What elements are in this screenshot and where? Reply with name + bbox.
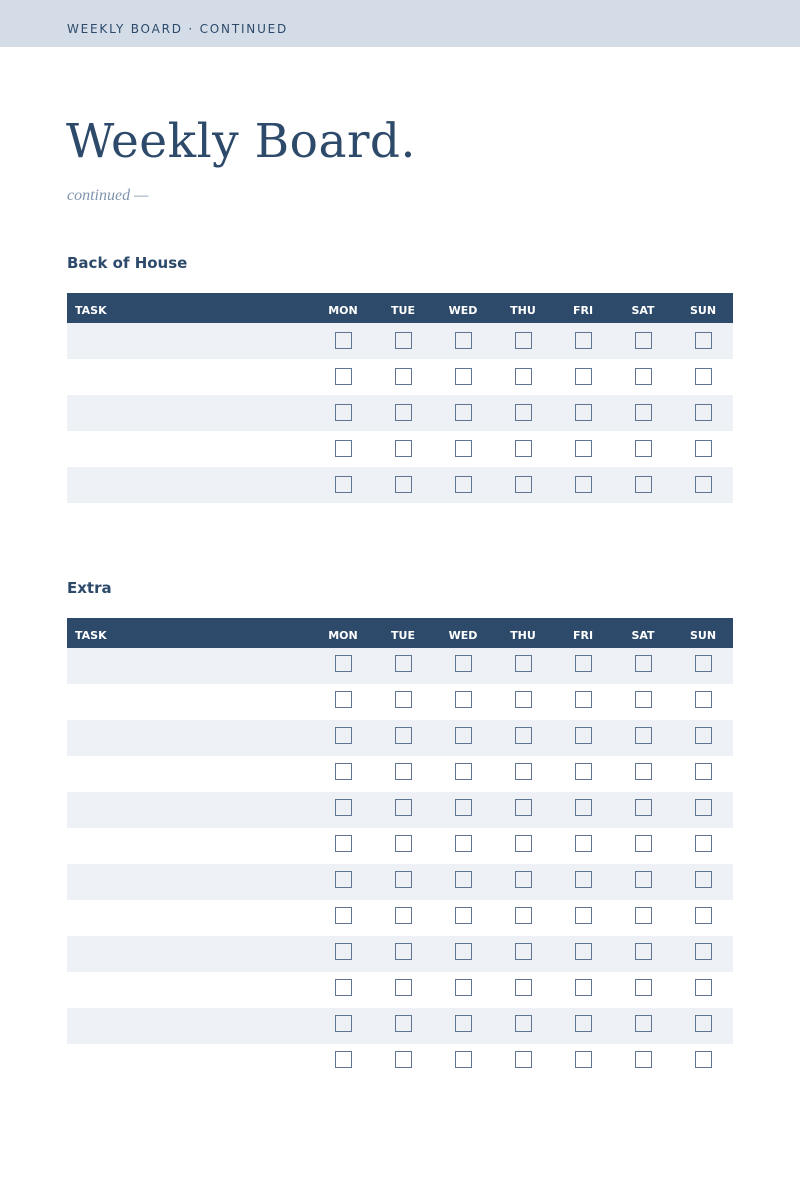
column-header-wed: WED [448, 629, 478, 642]
checkbox-mon[interactable] [335, 871, 352, 888]
table-row [67, 828, 733, 864]
checkbox-mon[interactable] [335, 799, 352, 816]
checkbox-tue[interactable] [395, 943, 412, 960]
task-cell[interactable] [67, 359, 317, 395]
checkbox-fri[interactable] [575, 440, 592, 457]
checkbox-mon[interactable] [335, 332, 352, 349]
checkbox-sat[interactable] [635, 476, 652, 493]
table-row [67, 1044, 733, 1080]
checkbox-sun[interactable] [695, 979, 712, 996]
checkbox-wed[interactable] [455, 943, 472, 960]
column-header-sun: SUN [689, 304, 717, 317]
checkbox-sat[interactable] [635, 871, 652, 888]
checkbox-tue[interactable] [395, 799, 412, 816]
checkbox-sat[interactable] [635, 943, 652, 960]
checkbox-sun[interactable] [695, 943, 712, 960]
checkbox-wed[interactable] [455, 799, 472, 816]
checkbox-thu[interactable] [515, 1051, 532, 1068]
task-cell[interactable] [67, 431, 317, 467]
checkbox-fri[interactable] [575, 1015, 592, 1032]
column-header-thu: THU [510, 304, 536, 317]
checkbox-tue[interactable] [395, 835, 412, 852]
checkbox-sat[interactable] [635, 1015, 652, 1032]
checkbox-fri[interactable] [575, 476, 592, 493]
task-cell[interactable] [67, 1044, 317, 1080]
table-row [67, 756, 733, 792]
checkbox-fri[interactable] [575, 1051, 592, 1068]
column-header-mon: MON [328, 304, 358, 317]
table-row [67, 359, 733, 395]
checkbox-fri[interactable] [575, 368, 592, 385]
checkbox-wed[interactable] [455, 332, 472, 349]
checkbox-fri[interactable] [575, 332, 592, 349]
checkbox-sat[interactable] [635, 440, 652, 457]
checkbox-sun[interactable] [695, 835, 712, 852]
column-header-sat: SAT [631, 304, 655, 317]
table-row [67, 900, 733, 936]
checkbox-tue[interactable] [395, 763, 412, 780]
task-cell[interactable] [67, 648, 317, 684]
column-header-sat: SAT [631, 629, 655, 642]
checkbox-sun[interactable] [695, 727, 712, 744]
checkbox-tue[interactable] [395, 404, 412, 421]
checkbox-sun[interactable] [695, 1015, 712, 1032]
checkbox-sun[interactable] [695, 404, 712, 421]
checkbox-tue[interactable] [395, 1015, 412, 1032]
checkbox-sun[interactable] [695, 799, 712, 816]
checkbox-thu[interactable] [515, 440, 532, 457]
checkbox-mon[interactable] [335, 440, 352, 457]
top-banner [0, 0, 800, 47]
page-subtitle: continued — [67, 187, 149, 204]
checkbox-tue[interactable] [395, 368, 412, 385]
checkbox-wed[interactable] [455, 871, 472, 888]
checkbox-sun[interactable] [695, 1051, 712, 1068]
checkbox-tue[interactable] [395, 476, 412, 493]
banner-label: WEEKLY BOARD · CONTINUED [67, 22, 289, 36]
table-header [67, 618, 733, 648]
checkbox-sun[interactable] [695, 907, 712, 924]
checkbox-tue[interactable] [395, 871, 412, 888]
checkbox-wed[interactable] [455, 476, 472, 493]
checkbox-fri[interactable] [575, 835, 592, 852]
checkbox-fri[interactable] [575, 907, 592, 924]
checkbox-mon[interactable] [335, 979, 352, 996]
checkbox-wed[interactable] [455, 691, 472, 708]
page-title: Weekly Board. [66, 114, 416, 169]
checkbox-tue[interactable] [395, 979, 412, 996]
task-cell[interactable] [67, 467, 317, 503]
column-header-tue: TUE [391, 629, 415, 642]
checkbox-wed[interactable] [455, 1015, 472, 1032]
checkbox-fri[interactable] [575, 943, 592, 960]
checkbox-tue[interactable] [395, 727, 412, 744]
checkbox-sun[interactable] [695, 871, 712, 888]
checkbox-sat[interactable] [635, 979, 652, 996]
task-table-back-of-house [67, 293, 733, 503]
task-cell[interactable] [67, 828, 317, 864]
checkbox-tue[interactable] [395, 691, 412, 708]
checkbox-fri[interactable] [575, 979, 592, 996]
table-row [67, 792, 733, 828]
checkbox-sat[interactable] [635, 835, 652, 852]
checkbox-sun[interactable] [695, 332, 712, 349]
section-heading-extra: Extra [67, 579, 112, 597]
table-row [67, 864, 733, 900]
checkbox-thu[interactable] [515, 979, 532, 996]
table-row [67, 684, 733, 720]
task-cell[interactable] [67, 864, 317, 900]
checkbox-fri[interactable] [575, 763, 592, 780]
checkbox-sat[interactable] [635, 907, 652, 924]
column-header-task: TASK [75, 304, 107, 317]
checkbox-thu[interactable] [515, 1015, 532, 1032]
checkbox-thu[interactable] [515, 943, 532, 960]
checkbox-sat[interactable] [635, 332, 652, 349]
checkbox-mon[interactable] [335, 1015, 352, 1032]
checkbox-mon[interactable] [335, 655, 352, 672]
task-table-extra [67, 618, 733, 1080]
checkbox-fri[interactable] [575, 799, 592, 816]
column-header-task: TASK [75, 629, 107, 642]
checkbox-mon[interactable] [335, 727, 352, 744]
task-cell[interactable] [67, 756, 317, 792]
checkbox-fri[interactable] [575, 691, 592, 708]
table-row [67, 720, 733, 756]
checkbox-sun[interactable] [695, 440, 712, 457]
checkbox-tue[interactable] [395, 907, 412, 924]
table-row [67, 972, 733, 1008]
checkbox-thu[interactable] [515, 835, 532, 852]
checkbox-wed[interactable] [455, 979, 472, 996]
column-header-sun: SUN [689, 629, 717, 642]
checkbox-wed[interactable] [455, 368, 472, 385]
column-header-mon: MON [328, 629, 358, 642]
checkbox-fri[interactable] [575, 655, 592, 672]
checkbox-tue[interactable] [395, 440, 412, 457]
table-row [67, 323, 733, 359]
task-cell[interactable] [67, 720, 317, 756]
task-cell[interactable] [67, 792, 317, 828]
task-cell[interactable] [67, 936, 317, 972]
checkbox-wed[interactable] [455, 440, 472, 457]
checkbox-sat[interactable] [635, 404, 652, 421]
checkbox-sat[interactable] [635, 655, 652, 672]
column-header-tue: TUE [391, 304, 415, 317]
checkbox-mon[interactable] [335, 763, 352, 780]
checkbox-mon[interactable] [335, 368, 352, 385]
checkbox-tue[interactable] [395, 1051, 412, 1068]
checkbox-wed[interactable] [455, 835, 472, 852]
checkbox-sun[interactable] [695, 691, 712, 708]
task-cell[interactable] [67, 1008, 317, 1044]
checkbox-tue[interactable] [395, 332, 412, 349]
checkbox-sat[interactable] [635, 799, 652, 816]
checkbox-thu[interactable] [515, 763, 532, 780]
checkbox-thu[interactable] [515, 727, 532, 744]
checkbox-thu[interactable] [515, 332, 532, 349]
task-cell[interactable] [67, 972, 317, 1008]
checkbox-sat[interactable] [635, 763, 652, 780]
checkbox-sun[interactable] [695, 476, 712, 493]
section-heading-back-of-house: Back of House [67, 254, 188, 272]
checkbox-thu[interactable] [515, 691, 532, 708]
checkbox-wed[interactable] [455, 655, 472, 672]
checkbox-mon[interactable] [335, 476, 352, 493]
column-header-fri: FRI [572, 304, 594, 317]
checkbox-sat[interactable] [635, 727, 652, 744]
column-header-thu: THU [510, 629, 536, 642]
checkbox-thu[interactable] [515, 871, 532, 888]
column-header-wed: WED [448, 304, 478, 317]
checkbox-mon[interactable] [335, 691, 352, 708]
checkbox-mon[interactable] [335, 907, 352, 924]
table-row [67, 1008, 733, 1044]
checkbox-thu[interactable] [515, 476, 532, 493]
checkbox-thu[interactable] [515, 799, 532, 816]
checkbox-wed[interactable] [455, 907, 472, 924]
table-row [67, 467, 733, 503]
checkbox-thu[interactable] [515, 404, 532, 421]
checkbox-wed[interactable] [455, 763, 472, 780]
checkbox-thu[interactable] [515, 655, 532, 672]
task-cell[interactable] [67, 323, 317, 359]
checkbox-tue[interactable] [395, 655, 412, 672]
checkbox-thu[interactable] [515, 907, 532, 924]
checkbox-wed[interactable] [455, 1051, 472, 1068]
checkbox-sat[interactable] [635, 691, 652, 708]
column-header-fri: FRI [572, 629, 594, 642]
checkbox-fri[interactable] [575, 871, 592, 888]
table-row [67, 395, 733, 431]
checkbox-wed[interactable] [455, 404, 472, 421]
task-cell[interactable] [67, 395, 317, 431]
checkbox-sun[interactable] [695, 763, 712, 780]
checkbox-fri[interactable] [575, 727, 592, 744]
checkbox-mon[interactable] [335, 404, 352, 421]
table-row [67, 936, 733, 972]
checkbox-sun[interactable] [695, 368, 712, 385]
checkbox-sat[interactable] [635, 1051, 652, 1068]
table-row [67, 648, 733, 684]
checkbox-thu[interactable] [515, 368, 532, 385]
checkbox-fri[interactable] [575, 404, 592, 421]
checkbox-mon[interactable] [335, 835, 352, 852]
table-row [67, 431, 733, 467]
checkbox-wed[interactable] [455, 727, 472, 744]
task-cell[interactable] [67, 900, 317, 936]
checkbox-mon[interactable] [335, 1051, 352, 1068]
checkbox-mon[interactable] [335, 943, 352, 960]
checkbox-sat[interactable] [635, 368, 652, 385]
task-cell[interactable] [67, 684, 317, 720]
table-header [67, 293, 733, 323]
checkbox-sun[interactable] [695, 655, 712, 672]
